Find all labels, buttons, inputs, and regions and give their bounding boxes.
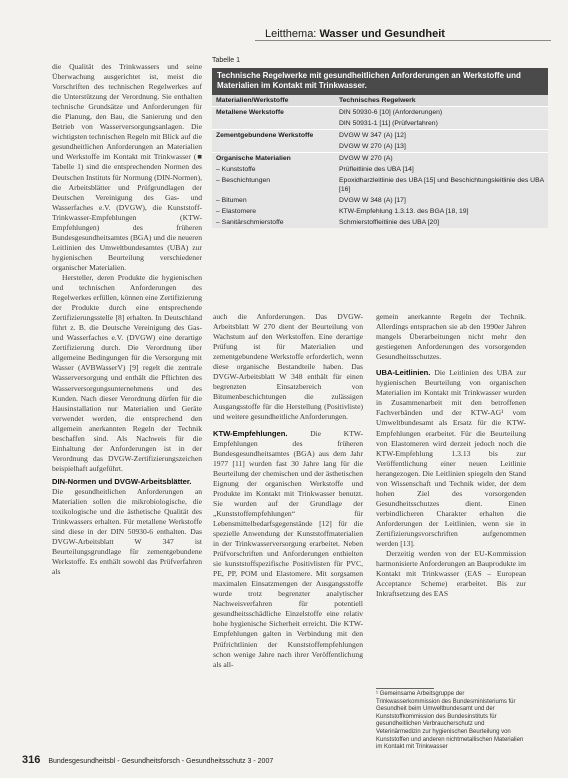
regulation-cell: DVGW W 348 (A) [17]	[339, 197, 406, 204]
regulation-cell: Epoxidharzleitlinie des UBA [15] und Beschichtungsleitlinie des UBA [16]	[339, 177, 544, 193]
paragraph	[213, 429, 363, 670]
paragraph: gemein anerkannte Regeln der Technik. Allerdings entsprachen sie ab den 1990er Jahren mangels Überarbeitungen nicht mehr den gestiegenen Anforderungen des vorsorgenden Gesundheitsschutzes.	[376, 312, 526, 362]
regulation-cell: DIN 50931-1 [11] (Prüfverfahren)	[339, 120, 438, 127]
section-heading: DIN-Normen und DVGW-Arbeitsblätter.	[52, 476, 192, 486]
page-footer	[22, 754, 273, 766]
regulation-cell: DVGW W 270 (A) [13]	[339, 143, 406, 150]
material-cell: – Sanitärschmierstoffe	[216, 219, 284, 226]
column-header: Materialien/Werkstoffe	[212, 95, 335, 107]
table-row	[212, 107, 548, 119]
paragraph: die Qualität des Trinkwassers und seine Überwachung ausgerichtet ist, meist die Vorschriften des technischen Regelwerkes auf die Unterstützung der Verordnung. Sie enthalten technische Grundsätze und Anforderungen für die Planung, den Bau, die Sanierung und den Betrieb von Wasserversorgungsanlagen. Die wichtigsten technischen Regeln mit Blick auf die gesundheitlichen Anforderungen an Materialien und Werkstoffe im Kontakt mit Trinkwasser (■ Tabelle 1) sind die entsprechenden Normen des Deutschen Instituts für Normung (DIN-Normen), die Arbeitsblätter und Prüfgrundlagen der Deutschen Vereinigung des Gas- und Wasserfaches e.V. (DVGW), die Kunststoff-Trinkwasser-Empfehlungen (KTW-Empfehlungen) des früheren Bundesgesundheitsamtes (BGA) und die neueren Leitlinien des Umweltbundesamtes (UBA) zur hygienischen Beurteilung verschiedener organischer Materialien.	[52, 62, 202, 272]
regulation-cell: DVGW W 270 (A)	[335, 153, 548, 165]
paragraph-text: Die Leitlinien des UBA zur hygienischen Beurteilung von organischen Materialien im Kontakt mit Trinkwasser wurden in Zusammenarbeit mit den betroffenen Fachverbänden und der KTW-AG¹ vom Umweltbundesamt als Ersatz für die KTW-Empfehlungen erarbeitet. Für die Beurteilung von Elastomeren wird derzeit jedoch noch die KTW-Empfehlung 1.3.13 bis zur Veröffentlichung einer neuen Leitlinie herangezogen. Die Leitlinien spiegeln den Stand von Wissenschaft und Technik wider, der dem hohen Ziel des vorsorgenden Gesundheitsschutzes dient. Einen verbindlicheren Charakter erhalten die Anforderungen der Leitlinien, wenn sie in Zertifizierungsvorschriften aufgenommen werden [13].	[376, 368, 526, 549]
header-topic: Wasser und Gesundheit	[319, 28, 445, 40]
material-cell: Organische Materialien	[212, 153, 335, 165]
section-heading: KTW-Empfehlungen.	[213, 428, 288, 438]
paragraph-text: Die gesundheitlichen Anforderungen an Materialien sollen die mikrobiologische, die toxikologische und die ästhetische Qualität des Trinkwassers erhalten. Für metallene Werkstoffe sind diese in der DIN 50930-6 enthalten. Das DVGW-Arbeitsblatt W 347 ist Beurteilungsgrundlage für zementgebundene Werkstoffe. Es enthält sowohl das Prüfverfahren als	[52, 486, 202, 577]
paragraph	[52, 477, 202, 577]
regulation-cell: DIN 50930-6 [10] (Anforderungen)	[335, 107, 548, 119]
table-row	[212, 153, 548, 165]
table-row	[212, 195, 548, 206]
table-row	[212, 118, 548, 130]
paragraph: Derzeitig werden von der EU-Kommission harmonisierte Anforderungen an Bauprodukte im Kontakt mit Trinkwasser (EAS – European Acceptance Scheme) erarbeitet. Bis zur Inkraftsetzung des EAS	[376, 549, 526, 599]
regulation-cell: DVGW W 347 (A) [12]	[335, 130, 548, 142]
paragraph: Hersteller, deren Produkte die hygienischen und technischen Anforderungen des Regelwerkes erfüllen, können eine Zertifizierung der Produkte durch eine entsprechende Zertifizierungsstelle [8] erhalten. In Deutschland führt z. B. die Deutsche Vereinigung des Gas- und Wasserfaches e.V. (DVGW) eine derartige Zertifizierung durch. Die Verordnung über allgemeine Bedingungen für die Versorgung mit Wasser (AVBWasserV) [9] regelt die zentrale Wasserversorgung und enthält die Pflichten des Wasserversorgungsunternehmens und des Kunden. Nach dieser Verordnung dürfen für die Hausinstallation nur Materialien und Geräte verwendet werden, die entsprechend den allgemein anerkannten Regeln der Technik beschaffen sind. Als Nachweis für die Einhaltung der Anforderungen ist in der Verordnung das DVGW-Zertifizierungszeichen beispielhaft aufgeführt.	[52, 272, 202, 473]
running-header	[265, 28, 445, 40]
paragraph-text: Die KTW-Empfehlungen des früheren Bundesgesundheitsamtes (BGA) aus dem Jahr 1977 [11] wurden fast 30 Jahre lang für die Beurteilung der chemischen und der ästhetischen Eignung der organischen Werkstoffe und Produkte im Kontakt mit Trinkwasser benutzt. Sie wurden auf der Grundlage der „Kunststoffempfehlungen“ für Lebensmittelbedarfsgegenstände [12] für die spezielle Anwendung der Kunststoffmaterialien in der Trinkwasserversorgung erarbeitet. Neben Prüfvorschriften und Anforderungen enthielten sie kunststoffspezifische Positivlisten für PVC, PE, PP, POM und Elastomere. Mit sorgsamen maximalen Einsatzmengen der Ausgangsstoffe wurde trotz begrenzter analytischer Nachweisverfahren für potentiell gesundheitsschädliche Einzelstoffe eine relativ hohe hygienische Sicherheit erreicht. Die KTW-Empfehlungen galten in Verbindung mit den Prüfrichtlinien der Kunststoffempfehlungen schon wenige Jahre nach ihrer Veröffentlichung als all-	[213, 428, 363, 669]
regulation-cell: KTW-Empfehlung 1.3.13. des BGA [18, 19]	[339, 208, 469, 215]
table-row	[212, 141, 548, 153]
text-column-1	[52, 62, 202, 577]
material-cell: Metallene Werkstoffe	[212, 107, 335, 119]
material-cell	[212, 118, 335, 130]
table-caption: Tabelle 1	[212, 57, 241, 64]
material-cell: – Elastomere	[216, 208, 257, 215]
header-section: Leitthema:	[265, 28, 317, 40]
table-row	[212, 206, 548, 217]
rules-table	[212, 95, 548, 228]
page-number: 316	[22, 754, 41, 766]
material-cell: – Bitumen	[216, 197, 247, 204]
table-header-row	[212, 95, 548, 107]
text-column-3	[376, 312, 526, 599]
material-cell	[212, 141, 335, 153]
header-rule	[255, 40, 551, 41]
material-cell: Zementgebundene Werkstoffe	[212, 130, 335, 142]
footnote: ¹ Gemeinsame Arbeitsgruppe der Trinkwasserkommission des Bundesministeriums für Gesundheit beim Umweltbundesamt und der Kunststoffkommission des Bundesinstituts für gesundheitlichen Verbraucherschutz und Veterinärmedizin zur hygienischen Beurteilung von Kunststoffen und anderen nichtmetallischen Materialien im Kontakt mit Trinkwasser	[376, 691, 524, 751]
table-row	[212, 175, 548, 195]
section-heading: UBA-Leitlinien.	[376, 368, 431, 378]
paragraph	[376, 368, 526, 549]
table-title: Technische Regelwerke mit gesundheitlichen Anforderungen an Werkstoffe und Materialien im Kontakt mit Trinkwasser.	[212, 68, 548, 95]
material-cell: – Beschichtungen	[216, 177, 271, 184]
footnote-rule	[376, 688, 434, 689]
regulation-cell: Schmierstoffleitlinie des UBA [20]	[339, 219, 439, 226]
journal-citation: Bundesgesundheitsbl - Gesundheitsforsch - Gesundheitsschutz 3 - 2007	[48, 758, 274, 765]
regulation-cell: Prüfleitlinie des UBA [14]	[339, 166, 414, 173]
table-row	[212, 164, 548, 175]
text-column-2	[213, 312, 363, 670]
table-1	[212, 57, 548, 300]
table-row	[212, 130, 548, 142]
table-row	[212, 217, 548, 228]
material-cell: – Kunststoffe	[216, 166, 256, 173]
column-header: Technisches Regelwerk	[335, 95, 548, 107]
paragraph: auch die Anforderungen. Das DVGW-Arbeitsblatt W 270 dient der Beurteilung von Wachstum auf den Werkstoffen. Eine derartige Prüfung ist für Materialien und zementgebundene Werkstoffe erforderlich, wenn diese organische Bestandteile haben. Das DVGW-Arbeitsblatt W 348 enthält für einen begrenzten Einsatzbereich von Bitumenbeschichtungen die zulässigen Ausgangsstoffe für die Herstellung (Positivliste) und weitere gesundheitliche Anforderungen.	[213, 312, 363, 422]
